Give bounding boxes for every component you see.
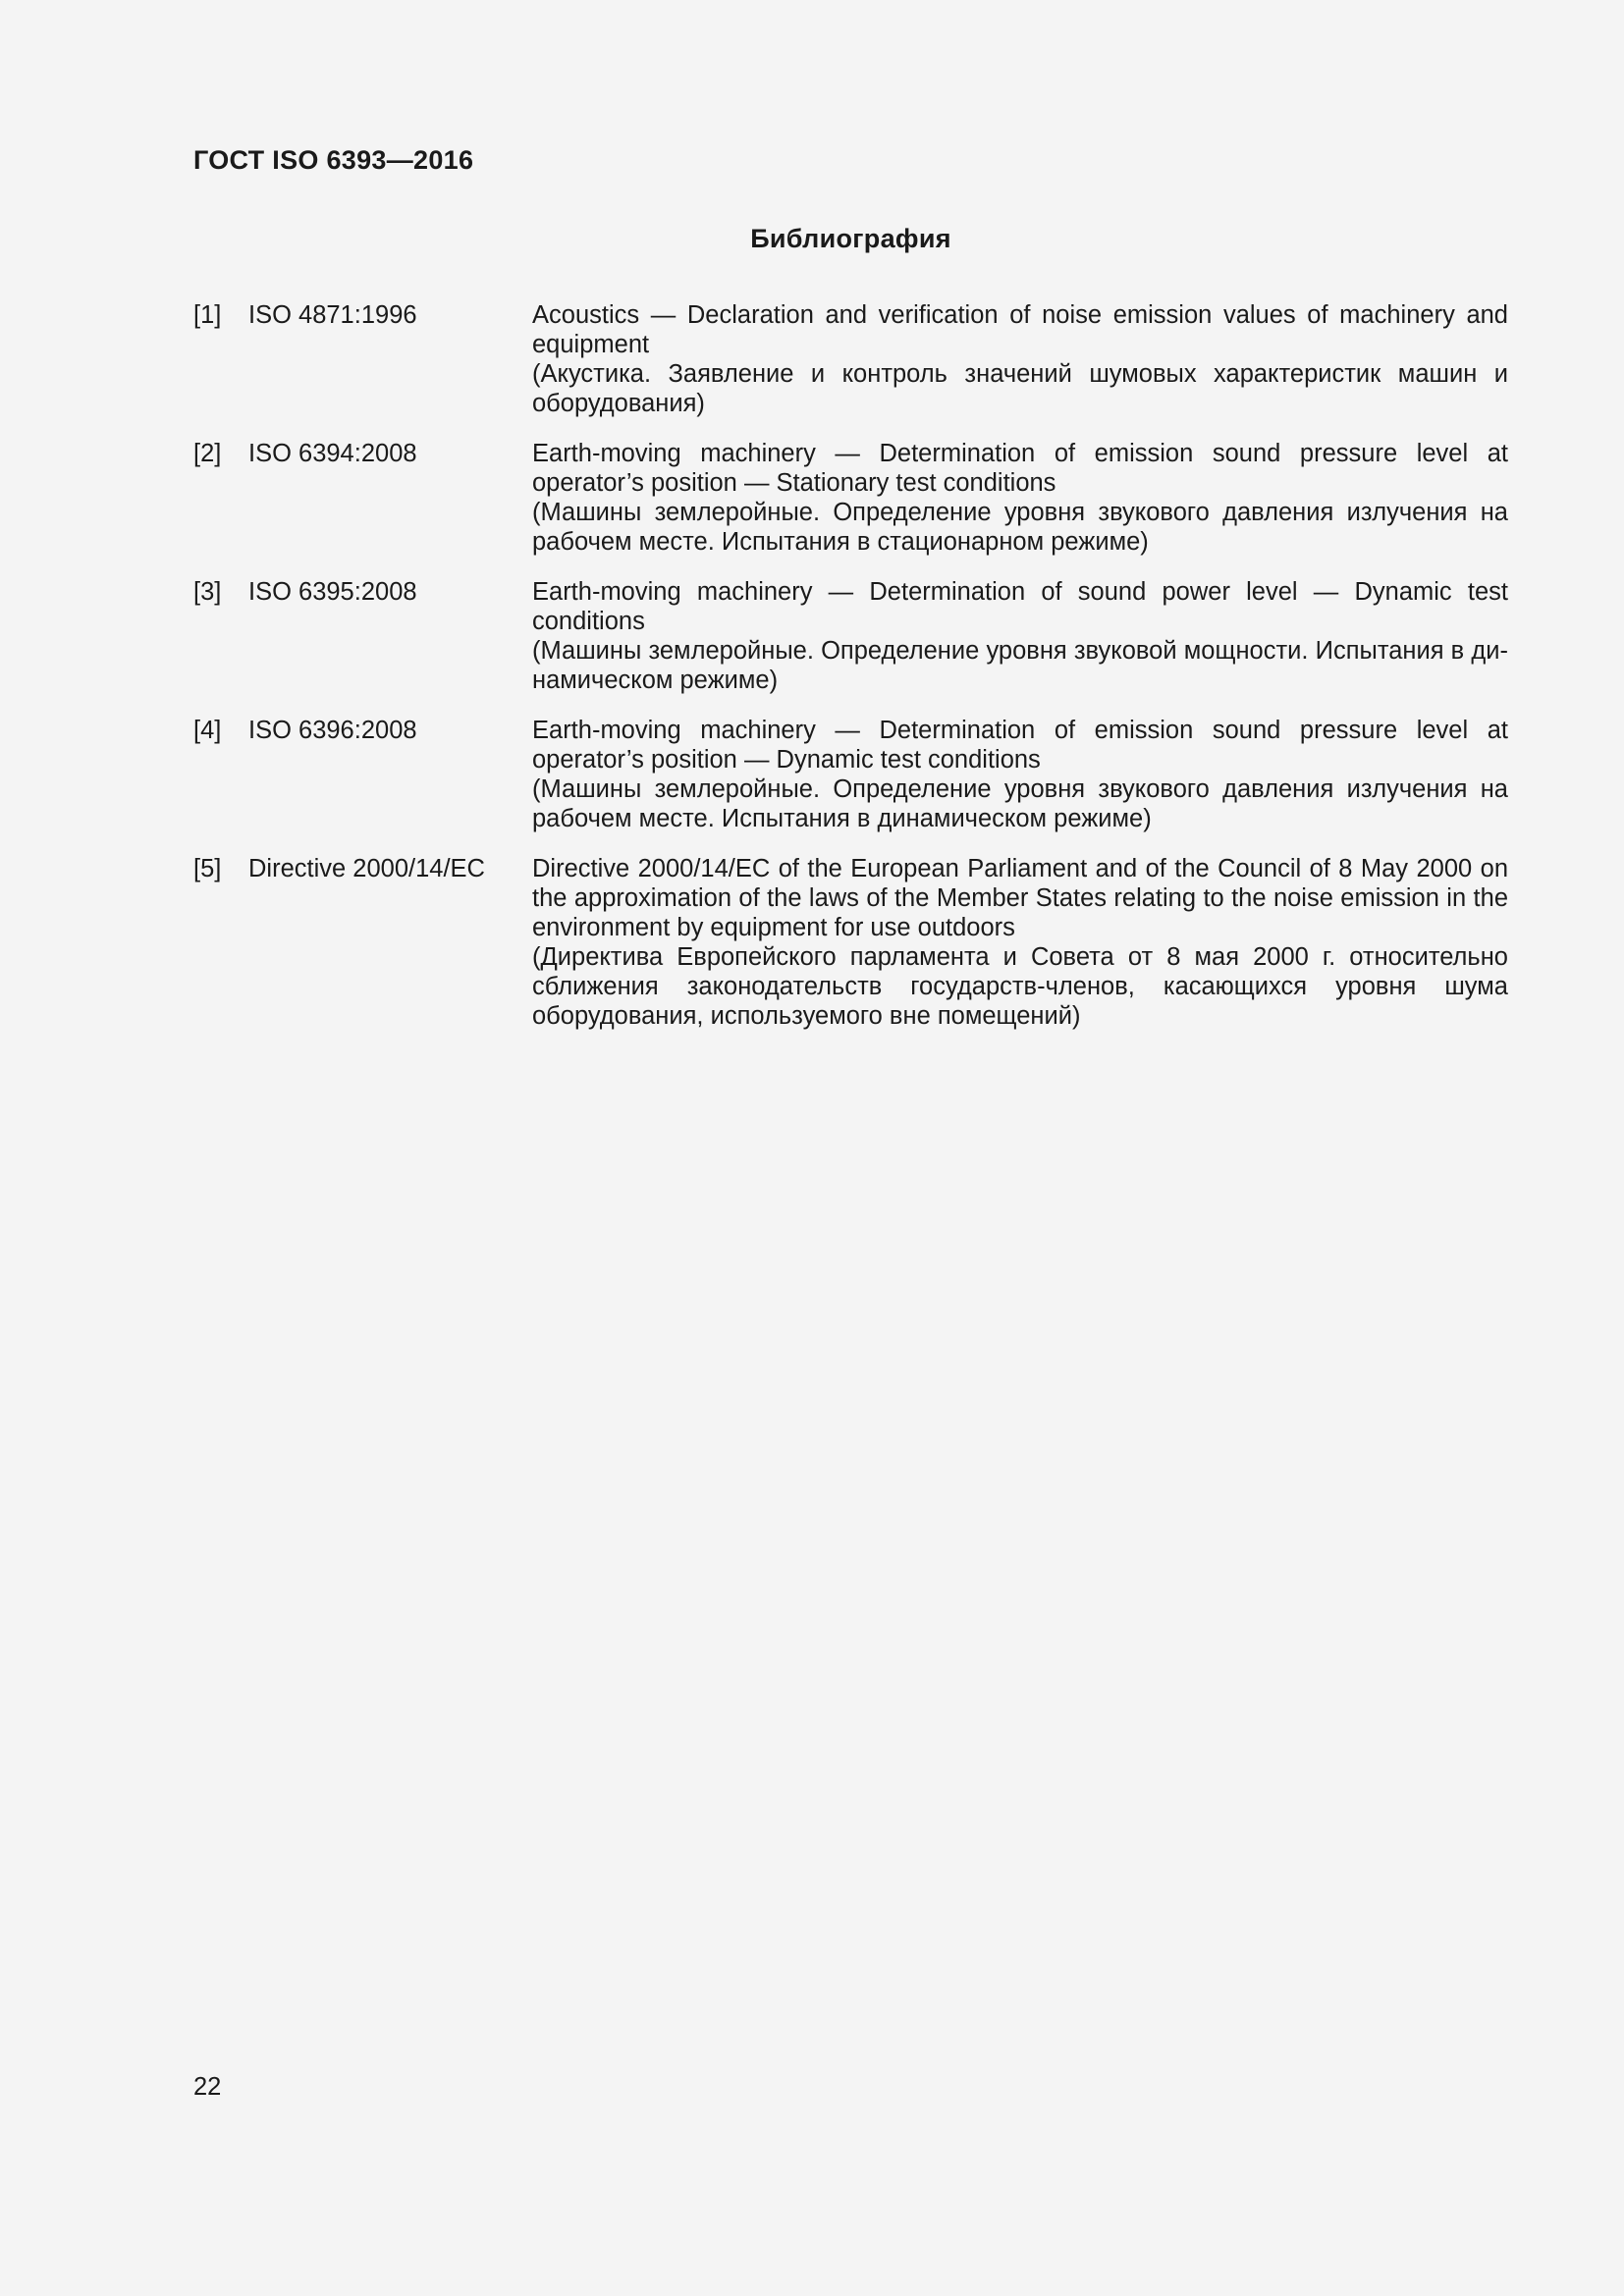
entry-title-english: Earth-moving machinery — Determination of emission sound pressure level at operator’s position — Dynamic test conditions [532, 717, 1508, 774]
page-number: 22 [193, 2073, 222, 2101]
entry-standard-code: Directive 2000/14/EC [248, 855, 485, 882]
entry-description [532, 854, 1508, 1031]
bibliography-entry [193, 577, 1508, 695]
bibliography-entry [193, 300, 1508, 418]
bibliography-entry [193, 439, 1508, 557]
entry-title-english: Directive 2000/14/EC of the European Parliament and of the Council of 8 May 2000 on the approximation of the laws of the Member States relating to the noise emission in the environment by equipment for use outdoors [532, 855, 1508, 941]
entry-description [532, 577, 1508, 695]
entry-title-english: Earth-moving machinery — Determination of emission sound pressure level at operator’s position — Stationary test conditions [532, 440, 1508, 497]
entry-number: [3] [193, 578, 222, 606]
entry-standard-code: ISO 6394:2008 [248, 440, 417, 467]
bibliography-title: Библиография [750, 224, 951, 253]
entry-number: [1] [193, 301, 222, 329]
entry-standard-code: ISO 4871:1996 [248, 301, 417, 329]
entry-title-russian: (Директива Европейского парламента и Совета от 8 мая 2000 г. относительно сближения законодательств государств-членов, касающихся уровня шума оборудования, используемого вне помещений) [532, 943, 1508, 1030]
entry-title-english: Acoustics — Declaration and verification of noise emission values of machinery and equipment [532, 301, 1508, 358]
entry-number: [4] [193, 717, 222, 744]
bibliography-entry [193, 716, 1508, 833]
entry-title-russian: (Акустика. Заявление и контроль значений шумовых характеристик машин и оборудования) [532, 360, 1508, 417]
entry-standard-code: ISO 6396:2008 [248, 717, 417, 744]
document-code-header: ГОСТ ISO 6393—2016 [193, 145, 474, 175]
bibliography-list [193, 300, 1508, 1051]
entry-description [532, 300, 1508, 418]
entry-title-english: Earth-moving machinery — Determination of sound power level — Dynamic test conditions [532, 578, 1508, 635]
entry-number: [5] [193, 855, 222, 882]
entry-standard-code: ISO 6395:2008 [248, 578, 417, 606]
bibliography-entry [193, 854, 1508, 1031]
entry-description [532, 439, 1508, 557]
entry-title-russian: (Машины землеройные. Определение уровня звуковой мощности. Испытания в динамическом режиме) [532, 637, 1508, 694]
entry-description [532, 716, 1508, 833]
entry-number: [2] [193, 440, 222, 467]
entry-title-russian: (Машины землеройные. Определение уровня звукового давления излучения на рабочем месте. Испытания в динамическом режиме) [532, 775, 1508, 832]
entry-title-russian: (Машины землеройные. Определение уровня звукового давления излучения на рабочем месте. Испытания в стационарном режиме) [532, 499, 1508, 556]
